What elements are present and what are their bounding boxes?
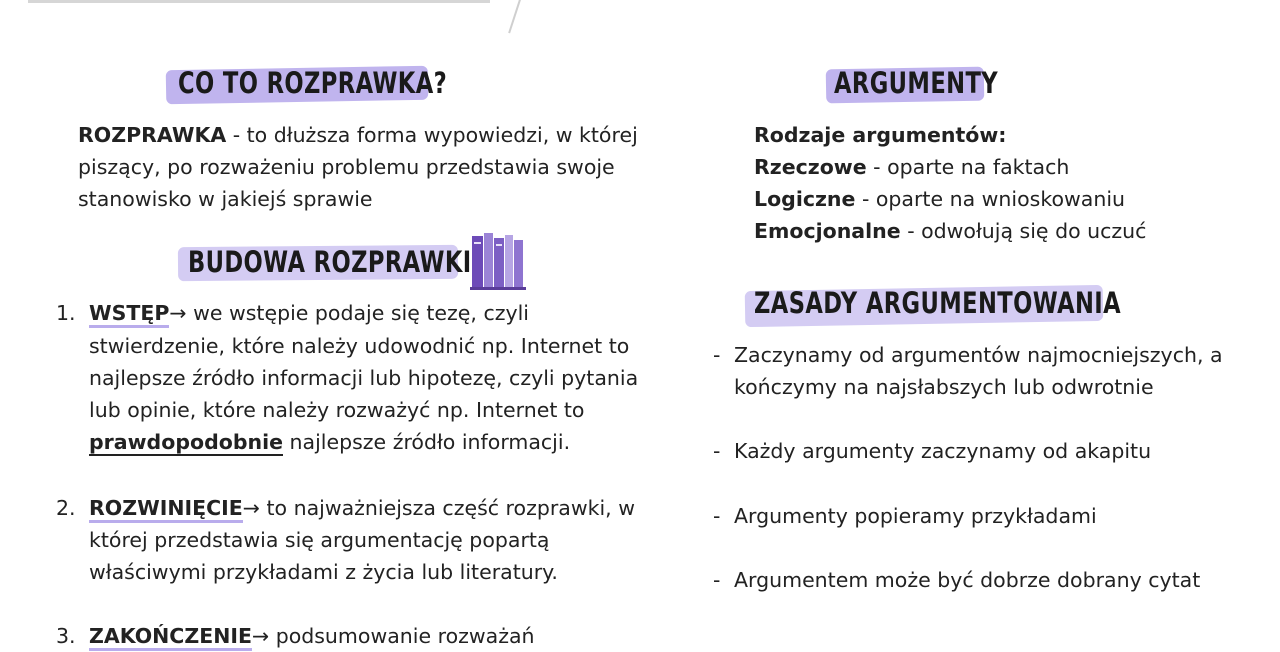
bullet-1: - — [713, 343, 721, 367]
heading-zasady-argumentowania: ZASADY ARGUMENTOWANIA — [754, 286, 1121, 320]
types-heading: Rodzaje argumentów: — [754, 123, 1007, 147]
arrow-icon: → — [251, 624, 270, 648]
top-divider — [28, 0, 490, 3]
rule-3: Argumenty popieramy przykładami — [734, 504, 1097, 528]
heading-co-to-rozprawka: CO TO ROZPRAWKA? — [178, 66, 448, 100]
item-2-line-1: ROZWINIĘCIE→ to najważniejsza część rozprawki, w — [89, 492, 635, 524]
type-logiczne: Logiczne - oparte na wnioskowaniu — [754, 187, 1126, 211]
label-rozwiniecie: ROZWINIĘCIE — [89, 496, 243, 523]
list-number-2: 2. — [56, 496, 76, 520]
rule-4: Argumentem może być dobrze dobrany cytat — [734, 568, 1201, 592]
rule-1-line-2: kończymy na najsłabszych lub odwrotnie — [734, 375, 1154, 399]
item-3-line-1: ZAKOŃCZENIE→ podsumowanie rozważań — [89, 620, 535, 652]
heading-budowa-rozprawki: BUDOWA ROZPRAWKI — [188, 245, 472, 279]
arrow-icon: → — [169, 301, 187, 325]
arrow-icon: → — [242, 496, 260, 520]
heading-argumenty: ARGUMENTY — [834, 66, 999, 100]
item-2-line-3: właściwymi przykładami z życia lub literatury. — [89, 560, 558, 584]
bullet-3: - — [713, 504, 721, 528]
list-number-1: 1. — [56, 301, 76, 325]
term-rozprawka: ROZPRAWKA — [78, 123, 227, 147]
bullet-2: - — [713, 439, 721, 463]
label-zakonczenie: ZAKOŃCZENIE — [89, 624, 252, 651]
definition-line-1: ROZPRAWKA - to dłuższa forma wypowiedzi, w której — [78, 123, 638, 147]
top-slash-mark — [508, 0, 522, 33]
item-1-line-4: lub opinie, które należy rozważyć np. Internet to — [89, 398, 585, 422]
list-number-3: 3. — [56, 624, 76, 648]
rule-1-line-1: Zaczynamy od argumentów najmocniejszych, a — [734, 343, 1223, 367]
books-icon — [470, 230, 526, 290]
definition-line-2: piszący, po rozważeniu problemu przedstawia swoje — [78, 155, 615, 179]
type-rzeczowe: Rzeczowe - oparte na faktach — [754, 155, 1070, 179]
word-prawdopodobnie: prawdopodobnie — [89, 430, 284, 454]
item-1-line-1: WSTĘP→ we wstępie podaje się tezę, czyli — [89, 297, 529, 329]
item-1-line-2: stwierdzenie, które należy udowodnić np. Internet to — [89, 334, 630, 358]
definition-line-3: stanowisko w jakiejś sprawie — [78, 187, 373, 211]
type-emocjonalne: Emocjonalne - odwołują się do uczuć — [754, 219, 1147, 243]
item-2-line-2: której przedstawia się argumentację popartą — [89, 528, 550, 552]
bullet-4: - — [713, 568, 721, 592]
rule-2: Każdy argumenty zaczynamy od akapitu — [734, 439, 1152, 463]
item-1-line-3: najlepsze źródło informacji lub hipotezę, czyli pytania — [89, 366, 639, 390]
item-1-line-5: prawdopodobnie najlepsze źródło informacji. — [89, 430, 571, 454]
label-wstep: WSTĘP — [89, 301, 169, 328]
